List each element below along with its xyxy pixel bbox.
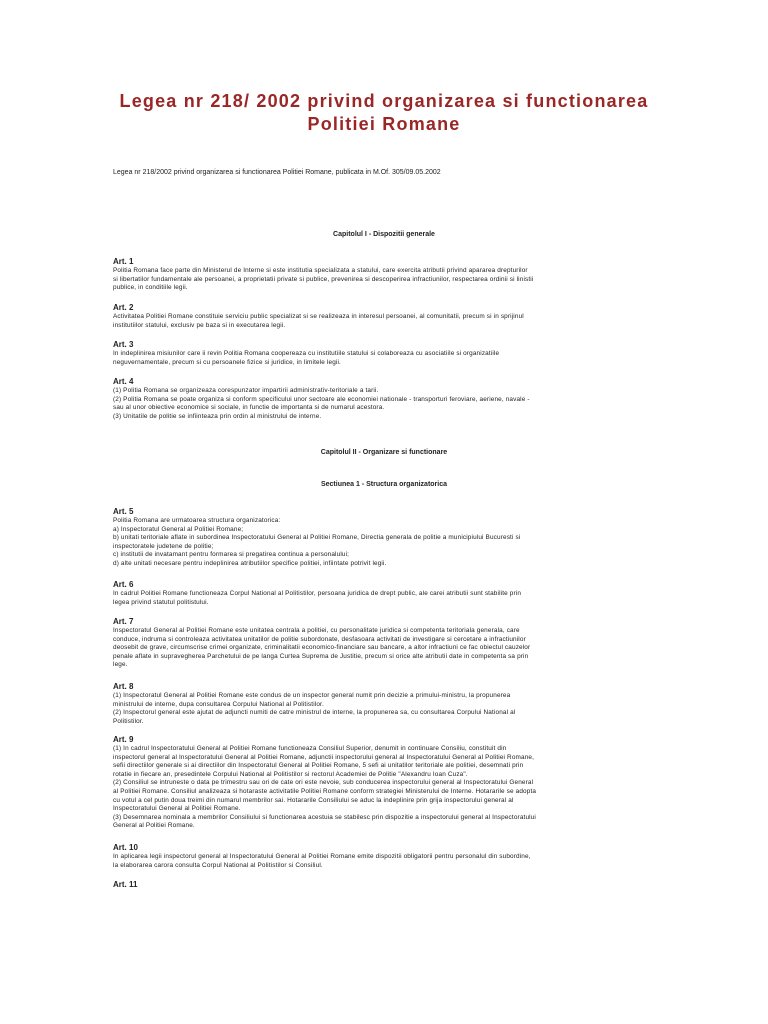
article-7: [113, 617, 655, 670]
article-line: (1) In cadrul Inspectoratului General al Politiei Romane functioneaza Consiliul Superior, denumit in continuare Consiliu, constituit din: [113, 745, 507, 752]
article-title: Art. 3: [113, 340, 134, 349]
article-line: Activitatea Politiei Romane constituie serviciu public specializat si se realizeaza in interesul persoanei, al comunitatii, precum si in sprijinul: [113, 313, 524, 320]
article-line: publice, in conditiile legii.: [113, 284, 188, 292]
document-title: [113, 90, 655, 136]
article-10: [113, 843, 655, 870]
article-title: Art. 1: [113, 257, 134, 266]
article-line: (1) Inspectoratul General al Politiei Romane este condus de un inspector general numit prin decizie a primului-ministru, la propunerea: [113, 692, 511, 699]
article-line: (3) Unitatile de politie se infiinteaza prin ordin al ministrului de interne.: [113, 412, 322, 420]
section-heading: Sectiunea 1 - Structura organizatorica: [320, 481, 448, 488]
chapter-heading: Capitolul I - Dispozitii generale: [333, 231, 435, 238]
article-line: d) alte unitati necesare pentru indeplinirea atributiilor specifice politiei, infiintate potrivit legii.: [113, 559, 387, 567]
article-line: a) Inspectoratul General al Politiei Romane;: [113, 525, 244, 533]
article-line: inspectoratele judetene de politie;: [113, 542, 214, 550]
article-5: [113, 507, 655, 569]
article-line: (1) Politia Romana se organizeaza corespunzator impartirii administrativ-teritoriale a tarii.: [113, 387, 379, 394]
article-line: la elaborarea carora consulta Corpul National al Politistilor si Consiliul.: [113, 861, 323, 869]
article-title: Art. 5: [113, 507, 134, 516]
article-title: Art. 9: [113, 735, 134, 744]
article-line: (3) Desemnarea nominala a membrilor Consiliului si functionarea acestuia se stabilesc prin dispozitie a inspectorului general al Inspectoratului: [113, 813, 536, 821]
article-line: General al Politiei Romane.: [113, 822, 195, 830]
article-line: inspectorul general al Inspectoratului General al Politiei Romane, adjunctii inspectorului general al Inspectoratului General al Politiei Romane,: [113, 753, 535, 761]
article-line: In indeplinirea misiunilor care ii revin Politia Romana coopereaza cu institutiile statului si colaboreaza cu asociatiile si organizatiile: [113, 350, 500, 357]
article-line: Inspectoratul General al Politiei Romane este unitatea centrala a politiei, cu personalitate juridica si competenta teritoriala generala, care: [113, 627, 520, 634]
article-line: conduce, indruma si controleaza activitatea unitatilor de politie subordonate, desfasoara activitati de investigare si cercetare a infractiunilor: [113, 635, 526, 643]
article-line: In aplicarea legii inspectorul general al Inspectoratului General al Politiei Romane emite dispozitii obligatorii pentru personalul din subordine,: [113, 853, 531, 860]
article-line: Politia Romana are urmatoarea structura organizatorica:: [113, 517, 281, 524]
article-line: (2) Consiliul se intruneste o data pe trimestru sau ori de cate ori este nevoie, sub conducerea inspectorului general al Inspectoratului General: [113, 779, 534, 787]
article-title: Art. 4: [113, 377, 134, 386]
article-line: neguvernamentale, precum si cu persoanele fizice si juridice, in limitele legii.: [113, 358, 341, 366]
title-line: Legea nr 218/ 2002 privind organizarea si functionarea: [119, 91, 649, 111]
article-title: Art. 2: [113, 303, 134, 312]
article-line: Politia Romana face parte din Ministerul de Interne si este institutia specializata a statului, care exercita atributii privind apararea drepturilor: [113, 267, 528, 274]
article-title: Art. 10: [113, 843, 138, 852]
article-11: [113, 880, 655, 890]
article-line: c) institutii de invatamant pentru formarea si pregatirea continua a personalului;: [113, 551, 350, 559]
article-line: Politistilor.: [113, 717, 144, 725]
article-line: b) unitati teritoriale aflate in subordinea Inspectoratului General al Politiei Romane, Directia generala de politie a municipiului Bucuresti si: [113, 534, 521, 542]
article-line: si libertatilor fundamentale ale persoanei, a proprietatii private si publice, prevenirea si descoperirea infractiunilor, respectarea ordinii si linistii: [113, 275, 534, 283]
article-line: cu votul a cel putin doua treimi din numarul membrilor sai. Hotararile Consiliului se aduc la indeplinire prin grija inspectorului general al: [113, 796, 514, 804]
article-line: sau al unor obiective economice si sociale, in functie de importanta si de numarul acestora.: [113, 404, 385, 412]
title-line: Politiei Romane: [307, 114, 461, 134]
article-8: [113, 682, 655, 726]
chapter-heading: Capitolul II - Organizare si functionare: [320, 449, 448, 456]
article-line: lege.: [113, 661, 128, 669]
article-line: deosebit de grave, circumscrise crimei organizate, criminalitatii economico-financiare sau bancare, a altor infractiuni ce fac obiectul cauzelor: [113, 644, 531, 652]
article-2: [113, 303, 655, 330]
article-line: legea privind statutul politistului.: [113, 598, 209, 606]
article-line: institutiilor statului, exclusiv pe baza si in executarea legii.: [113, 321, 286, 329]
article-line: Inspectoratului General al Politiei Romane.: [113, 805, 241, 813]
article-1: [113, 257, 655, 293]
article-3: [113, 340, 655, 367]
article-line: (2) Inspectorul general este ajutat de adjuncti numiti de catre ministrul de interne, la propunerea sa, cu consultarea Corpului National al: [113, 709, 516, 717]
article-title: Art. 7: [113, 617, 134, 626]
article-title: Art. 6: [113, 580, 134, 589]
article-title: Art. 11: [113, 880, 138, 889]
article-line: sefii directiilor generale si ai directiilor din Inspectoratul General al Politiei Romane, 5 sefi ai unitatilor teritoriale ale politiei, desemnati prin: [113, 762, 524, 770]
article-6: [113, 580, 655, 607]
document-subtitle: Legea nr 218/2002 privind organizarea si functionarea Politiei Romane, publicata in M.Of. 305/09.05.2002: [113, 169, 441, 176]
article-line: (2) Politia Romana se poate organiza si conform specificului unor sectoare ale economiei nationale - transporturi feroviare, aeriene, navale -: [113, 395, 530, 403]
article-line: ministrului de interne, dupa consultarea Corpului National al Politistilor.: [113, 700, 324, 708]
article-4: [113, 377, 655, 421]
article-line: rotatie in fiecare an, presedintele Corpului National al Politistilor si rectorul Academiei de Politie "Alexandru Ioan Cuza".: [113, 770, 468, 778]
article-line: In cadrul Politiei Romane functioneaza Corpul National al Politistilor, persoana juridica de drept public, ale carei atributii sunt stabilite prin: [113, 590, 522, 597]
article-title: Art. 8: [113, 682, 134, 691]
article-line: al Politiei Romane. Consiliul analizeaza si hotaraste activitatile Politiei Romane conform strategiei Ministerului de Interne. Hotararile se adopta: [113, 787, 537, 795]
article-9: [113, 735, 655, 831]
article-line: penale aflate in supravegherea Parchetului de pe langa Curtea Suprema de Justitie, precum si orice alte atributii date in competenta sa prin: [113, 652, 529, 660]
